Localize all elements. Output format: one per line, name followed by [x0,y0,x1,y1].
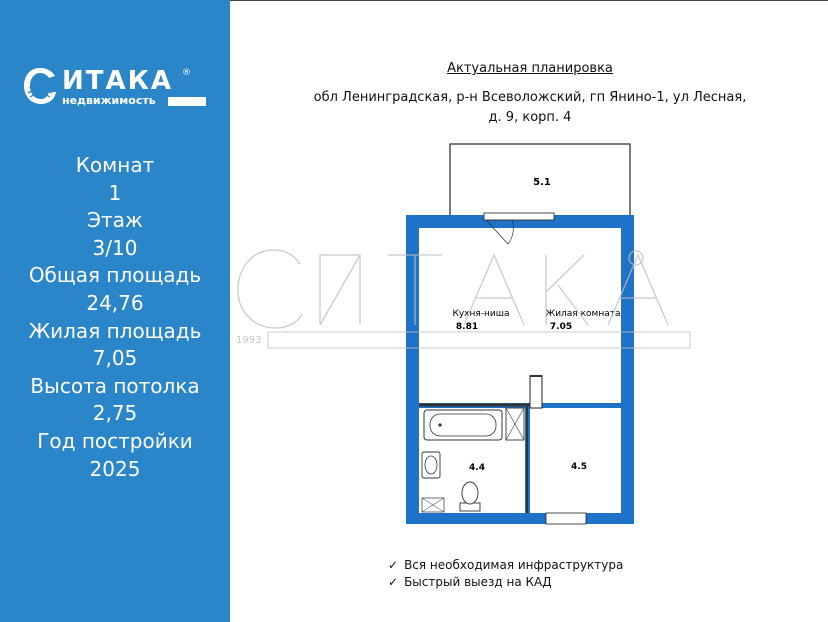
spec-label-floor: Этаж [87,208,143,233]
living-room-area: 7.05 [549,322,573,332]
spec-value-living-area: 7,05 [92,346,138,371]
spec-label-ceiling-height: Высота потолка [30,373,200,398]
spec-value-build-year: 2025 [89,456,141,481]
spec-value-rooms: 1 [108,180,122,205]
spec-value-ceiling-height: 2,75 [92,401,138,426]
address-line-1: обл Ленинградская, р-н Всеволожский, гп Янино-1, ул Лесная, [313,90,747,105]
feature-text: Быстрый выезд на КАД [404,575,552,589]
check-icon: ✓ [388,558,399,572]
balcony-area: 5.1 [533,177,551,188]
spec-value-floor: 3/10 [92,235,138,260]
kitchen-name: Кухня-ниша [452,309,510,319]
feature-item [388,574,623,591]
logo-bar [168,97,206,106]
spec-label-rooms: Комнат [75,153,155,177]
entry-door [546,513,586,524]
balcony-window [484,213,554,220]
bathroom-area: 4.4 [469,463,485,473]
toilet-bowl [462,482,478,504]
floor-plan [400,140,640,530]
itaka-logo-icon [22,64,58,108]
brand-name: ИТАКА [62,66,173,96]
feature-text: Вся необходимая инфраструктура [404,558,624,572]
feature-item [388,557,623,574]
spec-label-build-year: Год постройки [37,428,193,453]
plan-title: Актуальная планировка [447,61,613,76]
brand-logo [22,64,212,112]
sidebar [0,0,230,622]
spec-value-total-area: 24,76 [86,290,144,315]
features-list [388,557,623,591]
bathtub-drain [438,423,441,426]
living-room-name: Жилая комната [545,309,621,319]
kitchen-area: 8.81 [455,322,479,332]
check-icon: ✓ [388,575,399,589]
hallway-area: 4.5 [571,462,587,472]
top-divider [230,0,828,1]
partition-right [530,376,542,408]
spec-label-total-area: Общая площадь [28,263,202,288]
room-floor-hall [530,408,621,513]
reg-mark: ® [182,68,191,78]
brand-subtitle: недвижимость [62,94,156,107]
spec-label-living-area: Жилая площадь [28,318,202,343]
svg-text:1993: 1993 [236,335,262,346]
address-line-2: д. 9, корп. 4 [488,110,572,125]
plan-address [270,88,790,128]
property-specs [0,152,230,483]
